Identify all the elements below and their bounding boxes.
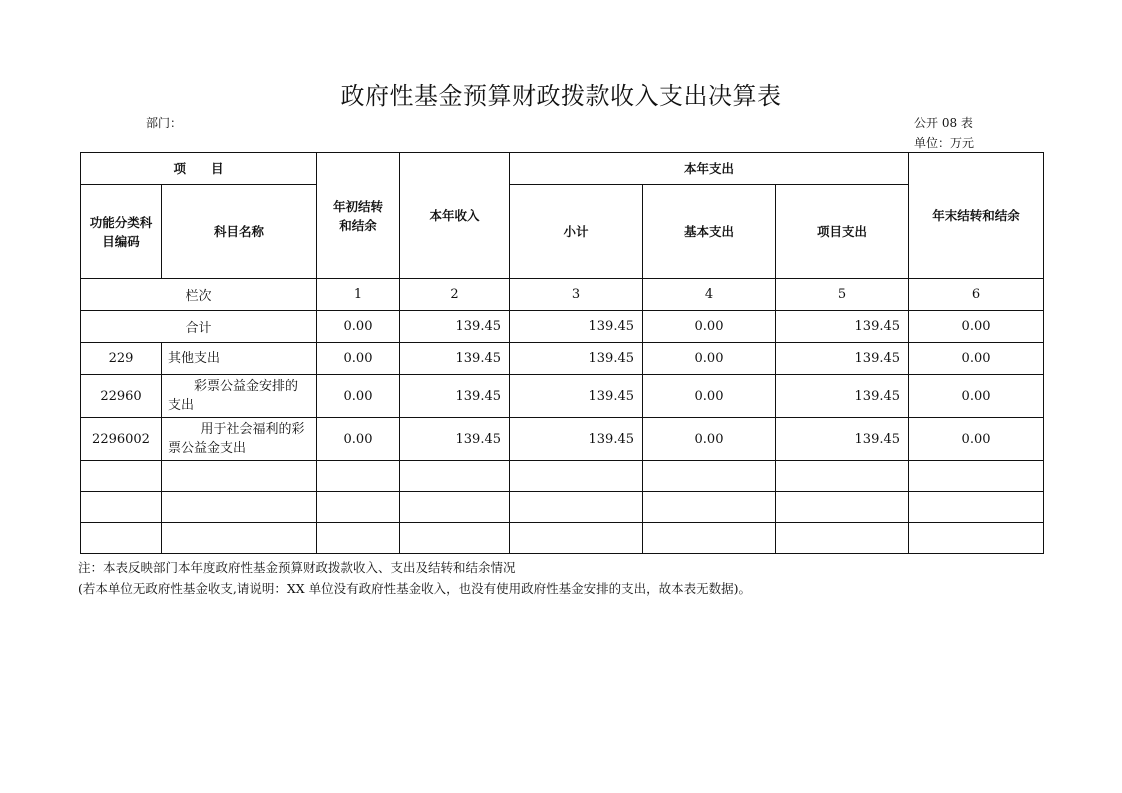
cell-subtotal: 139.45: [510, 418, 643, 461]
cell-closing-balance: 0.00: [909, 343, 1044, 375]
table-row: [81, 375, 1044, 418]
cell-subject-name: 彩票公益金安排的支出: [162, 375, 317, 418]
header-project-expenditure: 项目支出: [776, 185, 909, 279]
cell-subtotal: 139.45: [510, 375, 643, 418]
table-row: [81, 418, 1044, 461]
column-number: 3: [510, 279, 643, 311]
cell-income: 139.45: [400, 418, 510, 461]
cell-project-expenditure: 139.45: [776, 418, 909, 461]
column-number-row: [81, 279, 1044, 311]
cell-opening-balance: 0.00: [317, 375, 400, 418]
cell-basic-expenditure: 0.00: [643, 418, 776, 461]
header-income: 本年收入: [400, 153, 510, 279]
header-item: 项 目: [81, 153, 317, 185]
header-opening-balance: 年初结转和结余: [317, 153, 400, 279]
note-line-1: 注：本表反映部门本年度政府性基金预算财政拨款收入、支出及结转和结余情况: [78, 560, 516, 575]
column-number: 2: [400, 279, 510, 311]
cell-opening-balance: 0.00: [317, 343, 400, 375]
cell-income: 139.45: [400, 375, 510, 418]
empty-row: [81, 523, 1044, 554]
unit-label: 单位：万元: [914, 136, 975, 150]
header-subject-name: 科目名称: [162, 185, 317, 279]
column-number: 1: [317, 279, 400, 311]
cell-income: 139.45: [400, 343, 510, 375]
column-number: 6: [909, 279, 1044, 311]
header-basic-expenditure: 基本支出: [643, 185, 776, 279]
total-label: 合计: [81, 311, 317, 343]
cell-subtotal: 139.45: [510, 343, 643, 375]
cell-subject-name: 用于社会福利的彩票公益金支出: [162, 418, 317, 461]
column-number-label: 栏次: [81, 279, 317, 311]
header-subtotal: 小计: [510, 185, 643, 279]
cell-closing-balance: 0.00: [909, 418, 1044, 461]
cell-code: 22960: [81, 375, 162, 418]
cell-basic-expenditure: 0.00: [643, 375, 776, 418]
column-number: 4: [643, 279, 776, 311]
cell-project-expenditure: 139.45: [776, 343, 909, 375]
cell-code: 2296002: [81, 418, 162, 461]
header-code: 功能分类科目编码: [81, 185, 162, 279]
note-line-2: (若本单位无政府性基金收支,请说明：XX 单位没有政府性基金收入，也没有使用政府性基金安排的支出，故本表无数据)。: [78, 581, 752, 596]
column-number: 5: [776, 279, 909, 311]
form-number: 公开 08 表: [914, 116, 973, 130]
header-closing-balance: 年末结转和结余: [909, 153, 1044, 279]
empty-row: [81, 492, 1044, 523]
header-expenditure: 本年支出: [510, 153, 909, 185]
cell-closing-balance: 0.00: [909, 375, 1044, 418]
page-title: 政府性基金预算财政拨款收入支出决算表: [340, 82, 782, 110]
cell-code: 229: [81, 343, 162, 375]
cell-opening-balance: 0.00: [317, 311, 400, 343]
cell-opening-balance: 0.00: [317, 418, 400, 461]
report-table: [80, 152, 1044, 554]
cell-basic-expenditure: 0.00: [643, 343, 776, 375]
empty-row: [81, 461, 1044, 492]
cell-closing-balance: 0.00: [909, 311, 1044, 343]
department-label: 部门：: [146, 116, 183, 130]
cell-subtotal: 139.45: [510, 311, 643, 343]
cell-project-expenditure: 139.45: [776, 375, 909, 418]
cell-project-expenditure: 139.45: [776, 311, 909, 343]
cell-basic-expenditure: 0.00: [643, 311, 776, 343]
table-row: [81, 343, 1044, 375]
cell-income: 139.45: [400, 311, 510, 343]
total-row: [81, 311, 1044, 343]
cell-subject-name: 其他支出: [162, 343, 317, 375]
